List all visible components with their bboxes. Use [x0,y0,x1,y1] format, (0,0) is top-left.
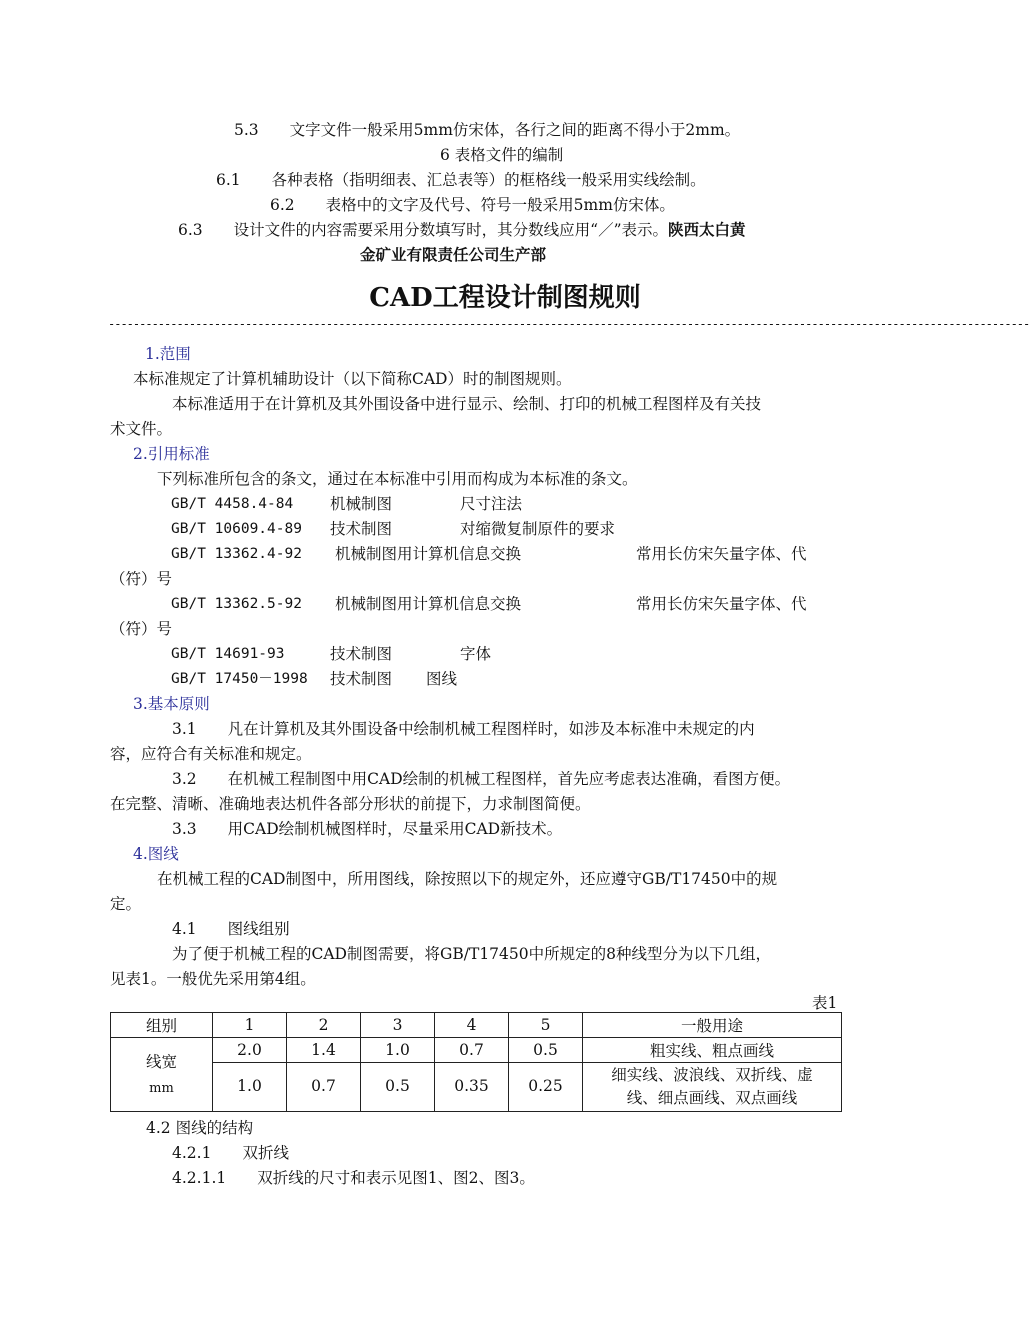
table-cell: 1.0 [361,1038,435,1063]
table-cell: 2.0 [213,1038,287,1063]
ref-code: GB/T 13362.4-92 [171,546,302,562]
table-caption: 表1 [812,994,838,1012]
ref-code: GB/T 17450－1998 [171,671,308,687]
table-header: 组别 [111,1013,213,1038]
ref-title: 机械制图用计算机信息交换 [335,595,522,613]
paragraph: 4.2.1.1 双折线的尺寸和表示见图1、图2、图3。 [172,1169,535,1187]
section-heading: 6 表格文件的编制 [440,146,564,164]
ref-title: 机械制图用计算机信息交换 [335,545,522,563]
table-row [111,1038,842,1063]
ref-subtitle: 常用长仿宋矢量字体、代 [636,595,807,613]
table-header: 4 [435,1013,509,1038]
paragraph: 在完整、清晰、准确地表达机件各部分形状的前提下，力求制图简便。 [110,795,591,813]
ref-continuation: （符）号 [110,620,173,638]
paragraph: 见表1。一般优先采用第4组。 [110,970,316,988]
paragraph: 本标准适用于在计算机及其外围设备中进行显示、绘制、打印的机械工程图样及有关技 [172,395,762,413]
paragraph: 3.3 用CAD绘制机械图样时，尽量采用CAD新技术。 [172,820,563,838]
row-label [111,1038,213,1112]
table-header: 3 [361,1013,435,1038]
table-cell [583,1063,842,1112]
ref-subtitle: 尺寸注法 [460,495,523,513]
table-cell: 0.7 [435,1038,509,1063]
table-cell: 0.25 [509,1063,583,1112]
subsection-heading: 4.1 图线组别 [172,920,290,938]
company-name: 金矿业有限责任公司生产部 [360,245,547,264]
ref-title: 技术制图 [330,645,393,663]
table-header: 2 [287,1013,361,1038]
paragraph: 术文件。 [110,420,173,438]
line-width-table [110,1012,842,1112]
subsection-heading: 4.2.1 双折线 [172,1144,289,1162]
company-name: 陕西太白黄 [668,220,746,239]
table-cell: 1.0 [213,1063,287,1112]
paragraph: 下列标准所包含的条文，通过在本标准中引用而构成为本标准的条文。 [157,470,638,488]
ref-code: GB/T 13362.5-92 [171,596,302,612]
paragraph: 3.2 在机械工程制图中用CAD绘制的机械工程图样，首先应考虑表达准确，看图方便。 [172,770,791,788]
text-line [178,221,746,240]
usage-text: 线、细点画线、双点画线 [626,1089,798,1107]
section-heading: 4.图线 [133,845,179,863]
page-title: CAD工程设计制图规则 [369,283,641,313]
table-header: 5 [509,1013,583,1038]
ref-code: GB/T 4458.4-84 [171,496,294,512]
ref-code: GB/T 14691-93 [171,646,285,662]
table-header: 1 [213,1013,287,1038]
ref-title: 技术制图 [330,670,393,688]
text-line: 6.1 各种表格（指明细表、汇总表等）的框格线一般采用实线绘制。 [216,171,706,189]
ref-subtitle: 字体 [460,645,492,663]
table-header: 一般用途 [583,1013,842,1038]
paragraph: 在机械工程的CAD制图中，所用图线，除按照以下的规定外，还应遵守GB/T17450中的规 [157,870,778,888]
ref-continuation: （符）号 [110,570,173,588]
text-fragment: 6.3 设计文件的内容需要采用分数填写时，其分数线应用“／”表示。 [178,221,669,239]
row-label-unit: mm [149,1080,174,1096]
table-cell: 粗实线、粗点画线 [583,1038,842,1063]
paragraph: 容，应符合有关标准和规定。 [110,745,312,763]
table-cell: 0.5 [509,1038,583,1063]
ref-title: 技术制图 [330,520,393,538]
text-line: 6.2 表格中的文字及代号、符号一般采用5mm仿宋体。 [270,196,675,214]
paragraph: 为了便于机械工程的CAD制图需要，将GB/T17450中所规定的8种线型分为以下几组， [172,945,771,963]
section-heading: 1.范围 [145,345,191,363]
paragraph: 本标准规定了计算机辅助设计（以下简称CAD）时的制图规则。 [133,370,572,388]
subsection-heading: 4.2 图线的结构 [146,1119,254,1137]
ref-subtitle: 图线 [426,670,458,688]
ref-title: 机械制图 [330,495,393,513]
paragraph: 定。 [110,895,142,913]
text-line: 5.3 文字文件一般采用5mm仿宋体，各行之间的距离不得小于2mm。 [234,121,741,139]
row-label-text: 线宽 [145,1052,177,1071]
table-cell: 1.4 [287,1038,361,1063]
table-row [111,1063,842,1112]
ref-subtitle: 常用长仿宋矢量字体、代 [636,545,807,563]
divider: ---------------------------------------------------------------------------------------------------------------------------------------------------- [108,317,1029,331]
ref-code: GB/T 10609.4-89 [171,521,302,537]
paragraph: 3.1 凡在计算机及其外围设备中绘制机械工程图样时，如涉及本标准中未规定的内 [172,720,755,738]
table-cell: 0.5 [361,1063,435,1112]
ref-subtitle: 对缩微复制原件的要求 [460,520,616,538]
table-cell: 0.35 [435,1063,509,1112]
table-header-row [111,1013,842,1038]
section-heading: 3.基本原则 [133,695,210,713]
section-heading: 2.引用标准 [133,445,210,463]
table-cell: 0.7 [287,1063,361,1112]
usage-text: 细实线、波浪线、双折线、虚 [611,1065,813,1084]
